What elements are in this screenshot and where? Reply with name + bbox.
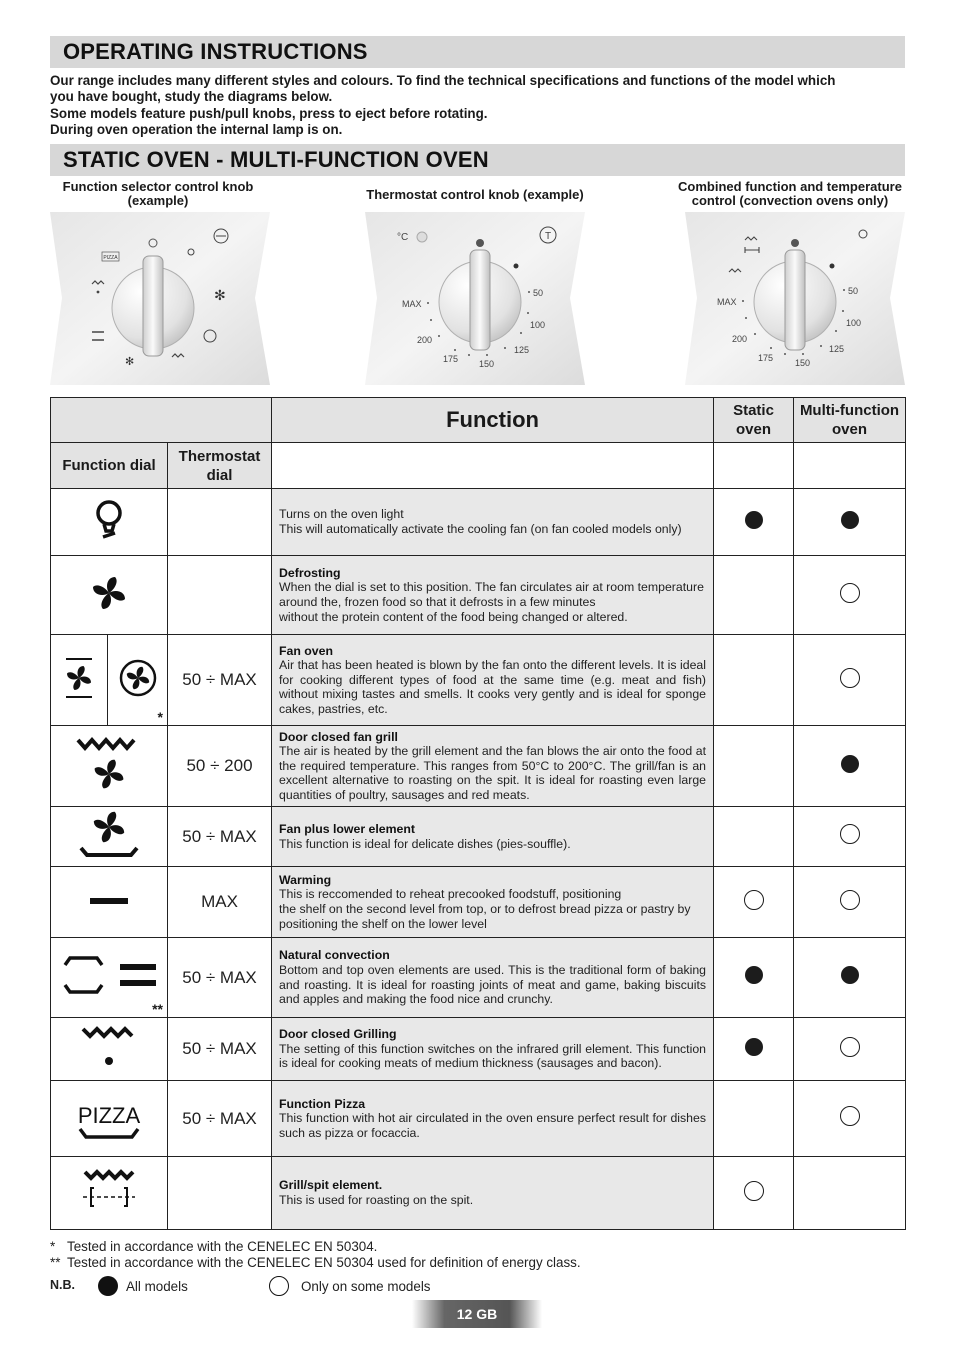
some-models-marker: [744, 890, 764, 910]
svg-text:100: 100: [846, 318, 862, 328]
svg-text:125: 125: [514, 345, 530, 355]
table-row: [51, 635, 906, 726]
description-text: This is reccomended to reheat precooked foodstuff, positioning the shelf on the second level from top, or to defrost bread pizza or pastry by positioning the shelf on the lower level: [279, 887, 691, 931]
svg-text:MAX: MAX: [717, 297, 737, 307]
multi-availability: [794, 1081, 906, 1157]
table-row: [51, 938, 906, 1018]
svg-text:50: 50: [533, 288, 544, 298]
footnote-1: * Tested in accordance with the CENELEC EN 50304.: [50, 1239, 378, 1254]
function-table: [50, 397, 906, 1230]
pizza-icon: [74, 1089, 144, 1143]
selector-knob-caption: Function selector control knob (example): [62, 179, 254, 208]
description-text: Turns on the oven light This will automatically activate the cooling fan (on fan cooled models only): [279, 507, 682, 536]
multi-availability: [794, 489, 906, 556]
function-description: [272, 1081, 714, 1157]
table-row: [51, 1081, 906, 1157]
multi-availability: [794, 807, 906, 867]
thermostat-dial-header: Thermostat dial: [168, 443, 272, 489]
svg-text:50: 50: [848, 286, 859, 296]
section-title: STATIC OVEN - MULTI-FUNCTION OVEN: [63, 147, 489, 172]
thermostat-value: [168, 1157, 272, 1230]
thermostat-knob: [365, 212, 585, 385]
function-description: [272, 489, 714, 556]
function-description: [272, 1157, 714, 1230]
thermostat-value: 50 ÷ MAX: [168, 1081, 272, 1157]
function-title: Warming: [279, 872, 332, 887]
description-text: Bottom and top oven elements are used. This is the traditional form of baking and roasting. It is ideal for roasting joints of meat and game, baking biscuits and apples and making the food nice and crunchy.: [279, 962, 707, 1007]
static-availability: [714, 807, 794, 867]
some-models-marker: [840, 890, 860, 910]
nb-label: N.B.: [50, 1278, 75, 1292]
table-row: [51, 489, 906, 556]
function-title: Grill/spit element.: [279, 1178, 383, 1193]
table-row: [51, 1018, 906, 1081]
svg-text:150: 150: [795, 358, 811, 368]
fan-grill-icon: [74, 732, 144, 796]
all-models-legend-label: All models: [126, 1279, 188, 1294]
svg-text:150: 150: [479, 359, 495, 369]
thermostat-value: 50 ÷ MAX: [168, 807, 272, 867]
section-band: [50, 144, 905, 176]
intro-line: Our range includes many different styles and colours. To find the technical specifications and functions of the model which: [50, 73, 836, 88]
thermostat-value: MAX: [168, 867, 272, 938]
multi-availability: [794, 1018, 906, 1081]
function-description: [272, 635, 714, 726]
footnote-2: ** Tested in accordance with the CENELEC EN 50304 used for definition of energy class.: [50, 1255, 581, 1270]
all-models-marker: [745, 966, 763, 984]
svg-text:PIZZA: PIZZA: [77, 1103, 141, 1128]
intro-line: Some models feature push/pull knobs, press to eject before rotating.: [50, 105, 488, 121]
intro-line: you have bought, study the diagrams below.: [50, 89, 333, 105]
footnote-marker: **: [152, 1001, 163, 1017]
static-availability: [714, 1157, 794, 1230]
static-availability: [714, 1018, 794, 1081]
function-description: [272, 726, 714, 807]
static-availability: [714, 489, 794, 556]
combined-knob-caption: Combined function and temperature control (convection ovens only): [678, 179, 902, 208]
thermostat-value: 50 ÷ MAX: [168, 635, 272, 726]
function-title: Natural convection: [279, 948, 390, 963]
multi-availability: [794, 1157, 906, 1230]
blank-header: [51, 398, 272, 443]
fan-lower-element-icon: [77, 807, 141, 861]
description-text: This function with hot air circulated in the oven ensure perfect result for dishes such as pizza or focaccia.: [279, 1111, 707, 1140]
function-title: Fan oven: [279, 643, 333, 658]
function-description: [272, 807, 714, 867]
grill-icon: [79, 1023, 139, 1071]
multi-availability: [794, 867, 906, 938]
static-availability: [714, 635, 794, 726]
lamp-icon: [89, 497, 129, 543]
function-title: Defrosting: [279, 565, 341, 580]
function-title: Fan plus lower element: [279, 821, 415, 836]
static-availability: [714, 867, 794, 938]
some-models-legend-label: Only on some models: [301, 1279, 431, 1294]
all-models-legend-dot: [98, 1276, 118, 1296]
fan-oven-icon: [62, 656, 96, 700]
all-models-marker: [841, 511, 859, 529]
spit-icon: [79, 1166, 139, 1216]
intro-line: During oven operation the internal lamp is on.: [50, 121, 343, 137]
legend: [50, 1276, 550, 1298]
thermostat-knob-caption: Thermostat control knob (example): [366, 187, 584, 202]
static-availability: [714, 1081, 794, 1157]
all-models-marker: [745, 1038, 763, 1056]
some-models-marker: [840, 668, 860, 688]
description-text: The air is heated by the grill element and the fan blows the air onto the food at the required temperature. This ranges from 50°C to 200°C. The grill/fan is an excellent alternative to roasting on the spit. It is ideal for roasting even large quantities of poultry, sausages and red meats.: [279, 744, 707, 802]
svg-text:200: 200: [417, 335, 433, 345]
function-title: Door closed Grilling: [279, 1027, 397, 1042]
svg-text:T: T: [544, 231, 552, 242]
circular-fan-icon: [118, 658, 158, 698]
fan-icon: [89, 573, 129, 613]
some-models-marker: [840, 1037, 860, 1057]
page-title: OPERATING INSTRUCTIONS: [63, 39, 368, 64]
svg-text:200: 200: [732, 334, 748, 344]
svg-text:100: 100: [530, 320, 546, 330]
function-title: Function Pizza: [279, 1096, 366, 1111]
some-models-marker: [840, 583, 860, 603]
thermostat-value: 50 ÷ 200: [168, 726, 272, 807]
function-description: [272, 938, 714, 1018]
svg-text:✻: ✻: [125, 355, 135, 368]
static-availability: [714, 938, 794, 1018]
svg-text:175: 175: [758, 353, 774, 363]
combined-knob: [685, 212, 905, 385]
description-text: When the dial is set to this position. The fan circulates air at room temperature around the, frozen food so that it defrosts in a few minutes without the protein content of the food being changed or altered.: [279, 580, 704, 624]
thermostat-value: [168, 556, 272, 635]
multi-function-oven-header: Multi-function oven: [794, 398, 906, 443]
svg-text:MAX: MAX: [402, 299, 422, 309]
multi-availability: [794, 726, 906, 807]
blank-cell: [714, 443, 794, 489]
thermostat-value: [168, 489, 272, 556]
some-models-marker: [744, 1181, 764, 1201]
all-models-marker: [841, 755, 859, 773]
static-availability: [714, 726, 794, 807]
some-models-marker: [840, 824, 860, 844]
function-description: [272, 556, 714, 635]
description-text: This function is ideal for delicate dishes (pies-souffle).: [279, 836, 571, 851]
svg-text:PIZZA: PIZZA: [103, 255, 118, 261]
header-band: [50, 36, 905, 68]
intro-text: [50, 73, 910, 138]
thermostat-value: 50 ÷ MAX: [168, 1018, 272, 1081]
natural-convection-icon: [59, 953, 159, 997]
function-description: [272, 1018, 714, 1081]
warming-icon: [89, 896, 129, 906]
table-row: [51, 807, 906, 867]
table-row: [51, 556, 906, 635]
svg-text:125: 125: [829, 344, 845, 354]
table-row: [51, 726, 906, 807]
page-number: 12 GB: [412, 1300, 542, 1328]
multi-availability: [794, 635, 906, 726]
svg-text:✻: ✻: [214, 288, 226, 304]
svg-text:°C: °C: [397, 232, 409, 243]
blank-cell: [794, 443, 906, 489]
static-oven-header: Static oven: [714, 398, 794, 443]
all-models-marker: [841, 966, 859, 984]
description-text: The setting of this function switches on the infrared grill element. This function is ideal for cooking meats of medium thickness (sausages and bacon).: [279, 1041, 707, 1071]
multi-availability: [794, 938, 906, 1018]
description-text: This is used for roasting on the spit.: [279, 1193, 474, 1207]
function-header: Function: [272, 398, 714, 443]
description-text: Air that has been heated is blown by the fan onto the different levels. It is ideal for cooking different types of food at the same time (e.g. meat and fish) without mixing tastes and smells. It cooks very gently and is ideal for sponge cakes, pastries, etc.: [279, 658, 707, 716]
all-models-marker: [745, 511, 763, 529]
svg-text:175: 175: [443, 354, 459, 364]
multi-availability: [794, 556, 906, 635]
footnote-marker: *: [157, 709, 163, 725]
function-selector-knob: [50, 212, 270, 385]
blank-cell: [272, 443, 714, 489]
static-availability: [714, 556, 794, 635]
table-row: [51, 1157, 906, 1230]
function-dial-header: Function dial: [51, 443, 168, 489]
thermostat-value: 50 ÷ MAX: [168, 938, 272, 1018]
some-models-marker: [840, 1106, 860, 1126]
function-description: [272, 867, 714, 938]
some-models-legend-ring: [269, 1276, 289, 1296]
function-title: Door closed fan grill: [279, 729, 398, 744]
table-row: [51, 867, 906, 938]
